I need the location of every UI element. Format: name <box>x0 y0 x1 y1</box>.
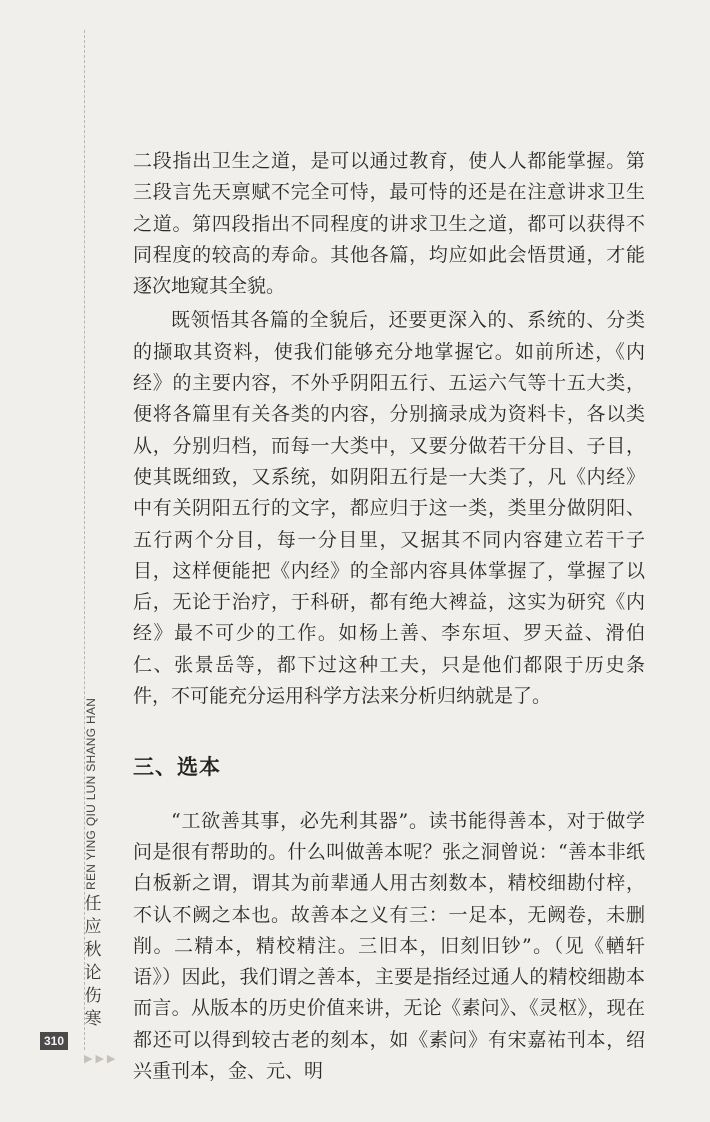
paragraph-3: “工欲善其事，必先利其器”。读书能得善本，对于做学问是很有帮助的。什么叫做善本呢？张之洞曾说：“善本非纸白板新之谓，谓其为前辈通人用古刻数本，精校细勘付梓，不认不阙之本也。故善本之义有三：一足本，无阙卷，未删削。二精本，精校精注。三旧本，旧刻旧钞”。（见《輶轩语》）因此，我们谓之善本，主要是指经过通人的精校细勘本而言。从版本的历史价值来讲，无论《素问》、《灵枢》，现在都还可以得到较古老的刻本，如《素问》有宋嘉祐刊本，绍兴重刊本，金、元、明 <box>133 809 645 1083</box>
page-number: 310 <box>40 1032 68 1050</box>
running-title-latin <box>84 660 104 890</box>
section-heading: 三、选本 <box>133 755 221 780</box>
running-title-chinese: 任应秋论伤寒 <box>84 894 102 1029</box>
paragraph-2: 既领悟其各篇的全貌后，还要更深入的、系统的、分类的撷取其资料，使我们能够充分地掌握它。如前所述，《内经》的主要内容，不外乎阴阳五行、五运六气等十五大类，便将各篇里有关各类的内容，分别摘录成为资料卡，各以类从，分别归档，而每一大类中，又要分做若干分目、子目，使其既细致，又系统，如阴阳五行是一大类了，凡《内经》中有关阴阳五行的文字，都应归于这一类，类里分做阴阳、五行两个分目，每一分目里，又据其不同内容建立若干子目，这样便能把《内经》的全部内容具体掌握了，掌握了以后，无论于治疗，于科研，都有绝大裨益，这实为研究《内经》最不可少的工作。如杨上善、李东垣、罗天益、滑伯仁、张景岳等，都下过这种工夫，只是他们都限于历史条件，不可能充分运用科学方法来分析归纳就是了。 <box>133 309 645 708</box>
page-arrows-icon: ▶▶▶ <box>84 1052 119 1065</box>
paragraph-1: 二段指出卫生之道，是可以通过教育，使人人都能掌握。第三段言先天禀赋不完全可恃，最可恃的还是在注意讲求卫生之道。第四段指出不同程度的讲求卫生之道，都可以获得不同程度的较高的寿命。其他各篇，均应如此会悟贯通，才能逐次地窥其全貌。 <box>133 150 645 298</box>
side-margin <box>36 0 102 1122</box>
running-title-latin-text: REN YING QIU LUN SHANG HAN <box>84 697 98 890</box>
body-text <box>133 146 645 1087</box>
